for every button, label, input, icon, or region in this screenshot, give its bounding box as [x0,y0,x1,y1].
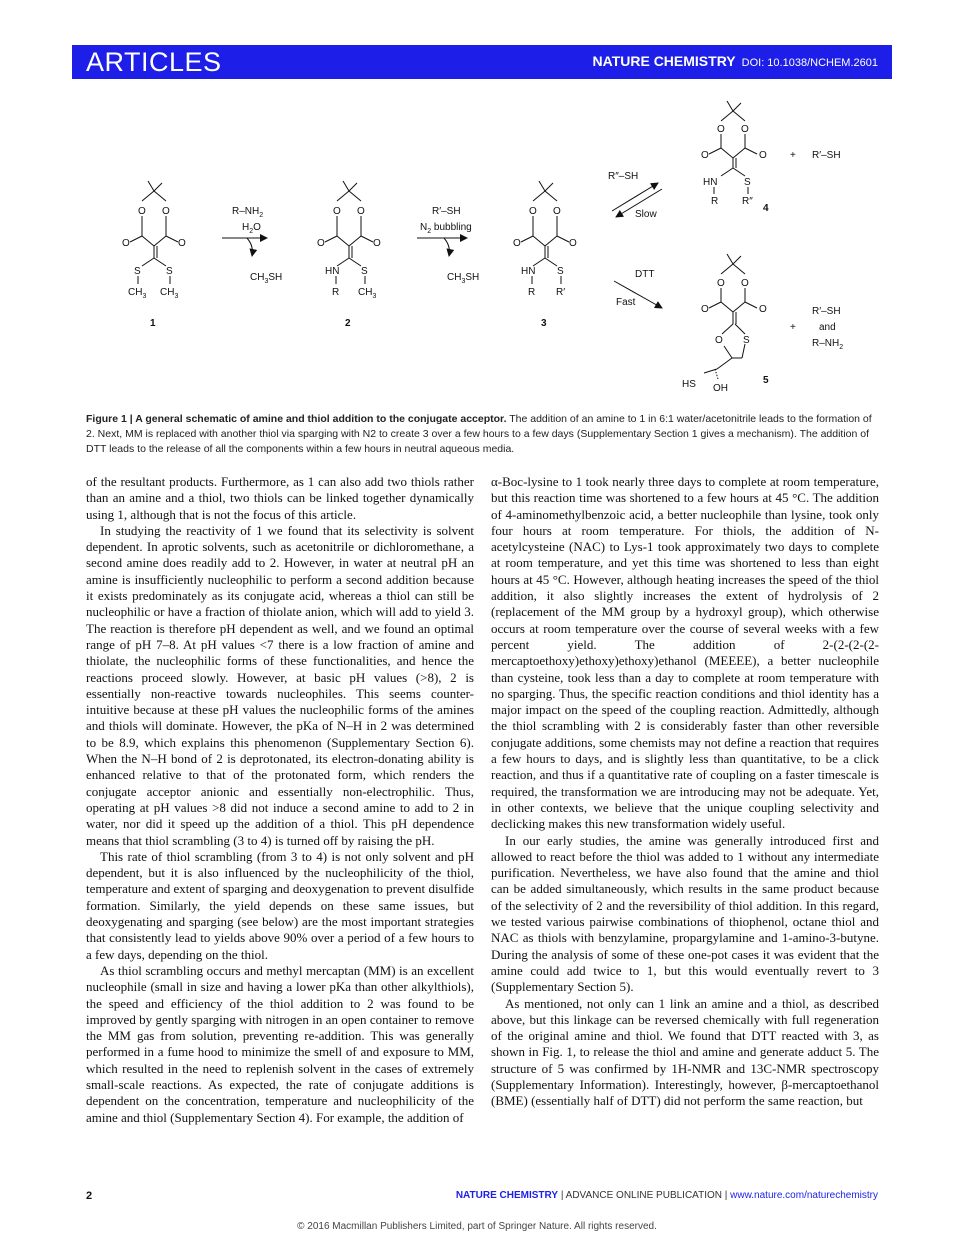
compound-label-1: 1 [150,318,156,329]
c2-hn: HN [325,266,340,277]
c3-rp: R′ [556,287,566,298]
c2-me: $CH_3$ [358,287,377,300]
plus-5: + [790,322,796,333]
c4-o4: O [759,150,767,161]
paragraph: As thiol scrambling occurs and methyl mercaptan (MM) is an excellent nucleophile (small in size and having a lower pKa than other alkylthiols), the speed and efficiency of the thiol addition to 2 was found to be improved by gently sparging with nitrogen in an open container to remove the MM gas from solution, preventing re-addition. This was generally performed in a fume hood to minimize the smell of and exposure to MM, which resulted in the need to replenish solvent in the cases of extremely small-scale reactions. As expected, the rate of conjugate additions is dependent on the concentration, temperature and nucleophilicity of the amine and thiol (Supplementary Section 4). For example, the addition of [86,962,474,1125]
c1-o2: O [162,206,170,217]
compound-label-4: 4 [763,203,769,214]
scheme-svg [72,86,892,406]
paragraph: of the resultant products. Furthermore, as 1 can also add two thiols rather than an amine and a thiol, two thiols can be linked together dynamically using 1, although that is not the focus of this article. [86,474,474,522]
step2-reagent: R′–SH [432,206,461,217]
body-column-left [86,474,474,1126]
figure-caption [86,412,876,457]
product5-and: and [819,322,836,333]
c5-o4: O [759,304,767,315]
c5-ring-o: O [715,335,723,346]
c5-oh: OH [713,383,728,394]
c4-r: R [711,196,719,207]
c4-s: S [744,177,751,188]
c3-o1: O [529,206,537,217]
c1-o1: O [138,206,146,217]
c1-me1: $CH_3$ [128,287,147,300]
step1-solvent: $H_2O$ [242,222,261,235]
paragraph: In our early studies, the amine was generally introduced first and allowed to react before the thiol was added to 1 without any intermediate purification. Nevertheless, we have also found that the amine and thiol can be added simultaneously, which results in the same product because of the selectivity of 2 and the reversibility of thiol addition. In this regard, we tested various pairwise combinations of thiophenol, octane thiol and NAC as thiols with benzylamine, propargylamine and 1-amino-3-butyne. During the analysis of some of these one-pot cases it was evident that the amine could add twice to 1, but this would eventually revert to 3 (Supplementary Section 5). [491,832,879,995]
c3-s: S [557,266,564,277]
c1-s2: S [166,266,173,277]
c1-me2: $CH_3$ [160,287,179,300]
c4-hn: HN [703,177,718,188]
compound-5 [704,254,757,379]
c2-r: R [332,287,340,298]
arrow-step1-byproduct [247,238,252,256]
c3-o4: O [569,238,577,249]
caption-title: Figure 1 | A general schematic of amine and thiol addition to the conjugate acceptor. [86,413,507,425]
reaction-scheme [72,86,892,406]
compound-label-5: 5 [763,375,769,386]
article-banner [72,45,892,79]
c1-o3: O [122,238,130,249]
product4-thiol: R′–SH [812,150,841,161]
footer-issue: | ADVANCE ONLINE PUBLICATION | [558,1190,731,1201]
arrow-equil-forward [612,183,658,211]
equil-reagent: R″–SH [608,171,639,182]
step1-reagent: $R-NH_2$ [232,206,264,219]
copyright-notice: © 2016 Macmillan Publishers Limited, part of Springer Nature. All rights reserved. [297,1221,657,1232]
caption-text: The addition of an amine to 1 in 6:1 water/acetonitrile leads to the formation of 2. Next, MM is replaced with another thiol via sparging with N2 to create 3 over a few hours to a few days (Supplementary Section 1 gives a mechanism). The addition of DTT leads to the release of all the components within a few hours in neutral aqueous media. [86,413,872,455]
arrow-step2-byproduct [444,238,449,256]
footer-journal-line [456,1190,878,1201]
plus-4: + [790,150,796,161]
c2-o2: O [357,206,365,217]
step2-condition: $N_2$ bubbling [420,222,472,235]
page-footer [86,1190,878,1204]
footer-journal: NATURE CHEMISTRY [455,1190,559,1201]
section-label: ARTICLES [86,47,222,77]
doi-label: DOI: 10.1038/NCHEM.2601 [741,57,878,69]
c4-rpp: R″ [742,196,753,207]
c1-o4: O [178,238,186,249]
paragraph: α-Boc-lysine to 1 took nearly three days to complete at room temperature, but this reaction time was shortened to a few hours at 45 °C. The addition of 4-aminomethylbenzoic acid, a better nucleophile than lysine, took only four hours at room temperature. For thiols, the addition of N-acetylcysteine (NAC) to Lys-1 took approximately two days to complete at room temperature, and yet this time was shortened to less than eight hours at 45 °C. However, although heating increases the speed of the thiol addition, it also slightly increases the extent of hydrolysis of 2 (replacement of the MM group by a hydroxyl group), which otherwise occurs at room temperature over the course of several weeks with a few percent yield. The addition of 2-(2-(2-(2-mercaptoethoxy)ethoxy)ethoxy)ethanol (MEEEE), a better nucleophile than cysteine, took less than a day to complete at room temperature with no sparging. Thus, the specific reaction conditions and thiol identity has a major impact on the speed of the coupling reaction. Admittedly, although the thiol scrambling with 2 is considerably faster than other reversible conjugate additions, some chemists may not define a reaction that requires a few hours to days, and is slightly less than quantitative, to be a click reaction, and thus if a quantitative rate of coupling on a faster timescale is required, the transformation we are introducing may not be adequate. Yet, in other contexts, we believe that the unique coupling selectivity and declicking makes this new transformation widely useful. [491,474,879,832]
c2-s: S [361,266,368,277]
c5-o2: O [741,278,749,289]
product5-thiol: R′–SH [812,306,841,317]
c2-o3: O [317,238,325,249]
dtt-speed: Fast [616,297,636,308]
footer-url-link[interactable]: www.nature.com/naturechemistry [730,1190,878,1201]
equil-speed: Slow [635,209,657,220]
c3-o2: O [553,206,561,217]
journal-name: NATURE CHEMISTRY [592,53,736,69]
compound-label-2: 2 [345,318,351,329]
paragraph: As mentioned, not only can 1 link an amine and a thiol, as described above, but this linkage can be reversed chemically with full regeneration of the original amine and thiol. We found that DTT reacted with 3, as shown in Fig. 1, to release the thiol and amine and generate adduct 5. The structure of 5 was confirmed by 1H-NMR and 13C-NMR spectroscopy (Supplementary Information). Interestingly, however, β-mercaptoethanol (BME) (essentially half of DTT) did not perform the same reaction, but [491,995,879,1109]
c4-o1: O [717,124,725,135]
dtt-reagent: DTT [635,269,655,280]
c4-o3: O [701,150,709,161]
c3-o3: O [513,238,521,249]
step1-byproduct: $CH_3SH$ [250,272,283,285]
c2-o4: O [373,238,381,249]
compound-label-3: 3 [541,318,547,329]
product5-amine: $R-NH_2$ [812,338,844,351]
c5-o3: O [701,304,709,315]
c2-o1: O [333,206,341,217]
step2-byproduct: $CH_3SH$ [447,272,480,285]
c4-o2: O [741,124,749,135]
c5-ring-s: S [743,335,750,346]
page-number: 2 [86,1190,93,1202]
paragraph: In studying the reactivity of 1 we found that its selectivity is solvent dependent. In aprotic solvents, such as acetonitrile or dichloromethane, a second amine does readily add to 2. However, in water at neutral pH an amine is insufficiently nucleophilic to perform a second addition because it exists predominately as its conjugate acid, whereas a thiol can still be nucleophilic or have a fraction of thiolate anion, which will add to yield 3. The reaction is therefore pH dependent as well, and we found an optimal range of pH 7–8. At pH values <7 there is a low fraction of amine and thiolate, the nucleophilic forms of these functionalities, and hence the reactions proceed slowly. However, at basic pH values (>8), 2 is essentially non-reactive towards nucleophiles. This seems counter-intuitive because at these pH values the nucleophilic forms of the amines and thiols will dominate. However, the pKa of N–H in 2 was determined to be 8.9, which explains this phenomenon (Supplementary Section 6). When the N–H bond of 2 is deprotonated, its electron-donating ability is enhanced relative to that of the protonated form, which renders the conjugate acceptor anionic and essentially non-electrophilic. Thus, operating at pH values >8 did not induce a second amine to add to 2 in water, nor did it speed up the addition of a thiol. This pH dependence means that thiol scrambling (3 to 4) is turned off by raising the pH. [86,522,474,848]
journal-header [593,53,878,69]
paragraph: This rate of thiol scrambling (from 3 to 4) is not only solvent and pH dependent, but it is also influenced by the nucleophilicity of the thiol, temperature and extent of sparging and deoxygenation to prevent disulfide formation. Similarly, the yield depends on these same issues, but deoxygenating and sparging (see below) are the most important strategies that consistently lead to yields above 90% over a period of a few hours to a few days, depending on the thiol. [86,848,474,962]
c5-o1: O [717,278,725,289]
c1-s1: S [134,266,141,277]
c3-r: R [528,287,536,298]
c5-hs: HS [682,379,696,390]
c3-hn: HN [521,266,536,277]
body-column-right [491,474,879,1110]
